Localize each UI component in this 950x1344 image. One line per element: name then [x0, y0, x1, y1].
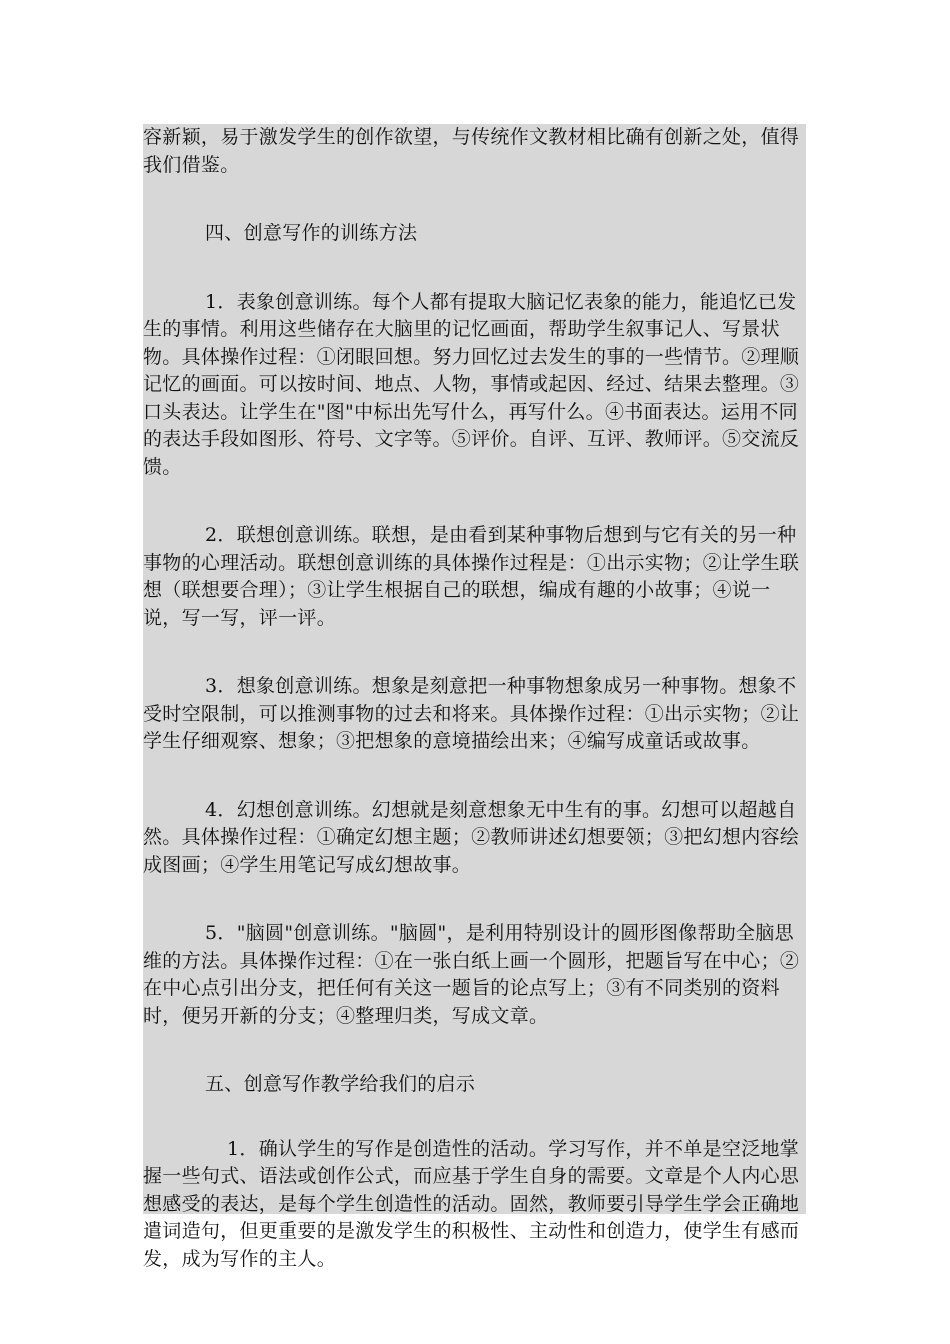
paragraph-item-1: 1．表象创意训练。每个人都有提取大脑记忆表象的能力，能追忆已发生的事情。利用这些储存在大脑里的记忆画面，帮助学生叙事记人、写景状物。具体操作过程：①闭眼回想。努力回忆过去发生的事的一些情节。②理顺记忆的画面。可以按时间、地点、人物，事情或起因、经过、结果去整理。③口头表达。让学生在"图"中标出先写什么，再写什么。④书面表达。运用不同的表达手段如图形、符号、文字等。⑤评价。自评、互评、教师评。⑤交流反馈。 — [143, 290, 800, 478]
section-heading-5: 五、创意写作教学给我们的启示 — [205, 1073, 476, 1095]
paragraph-continuation: 容新颖，易于激发学生的创作欲望，与传统作文教材相比确有创新之处，值得我们借鉴。 — [143, 126, 800, 176]
paragraph-insight-1: 1．确认学生的写作是创造性的活动。学习写作，并不单是空泛地掌握一些句式、语法或创作公式，而应基于学生自身的需要。文章是个人内心思想感受的表达，是每个学生创造性的活动。固然，教师要引导学生学会正确地遣词造句，但更重要的是激发学生的积极性、主动性和创造力，使学生有感而发，成为写作的主人。 — [143, 1137, 800, 1270]
paragraph-item-2: 2．联想创意训练。联想，是由看到某种事物后想到与它有关的另一种事物的心理活动。联想创意训练的具体操作过程是：①出示实物；②让学生联想（联想要合理）；③让学生根据自己的联想，编成有趣的小故事；④说一说，写一写，评一评。 — [143, 524, 800, 629]
paragraph-item-4: 4．幻想创意训练。幻想就是刻意想象无中生有的事。幻想可以超越自然。具体操作过程：①确定幻想主题；②教师讲述幻想要领；③把幻想内容绘成图画；④学生用笔记写成幻想故事。 — [143, 798, 800, 876]
paragraph-item-3: 3．想象创意训练。想象是刻意把一种事物想象成另一种事物。想象不受时空限制，可以推测事物的过去和将来。具体操作过程：①出示实物；②让学生仔细观察、想象；③把想象的意境描绘出来；④编写成童话或故事。 — [143, 675, 800, 752]
paragraph-item-5: 5．"脑圆"创意训练。"脑圆"，是利用特别设计的圆形图像帮助全脑思维的方法。具体操作过程：①在一张白纸上画一个圆形，把题旨写在中心；②在中心点引出分支，把任何有关这一题旨的论点写上；③有不同类别的资料时，便另开新的分支；④整理归类，写成文章。 — [143, 922, 800, 1027]
document-text-block — [143, 124, 806, 1270]
section-heading-4: 四、创意写作的训练方法 — [205, 222, 418, 244]
